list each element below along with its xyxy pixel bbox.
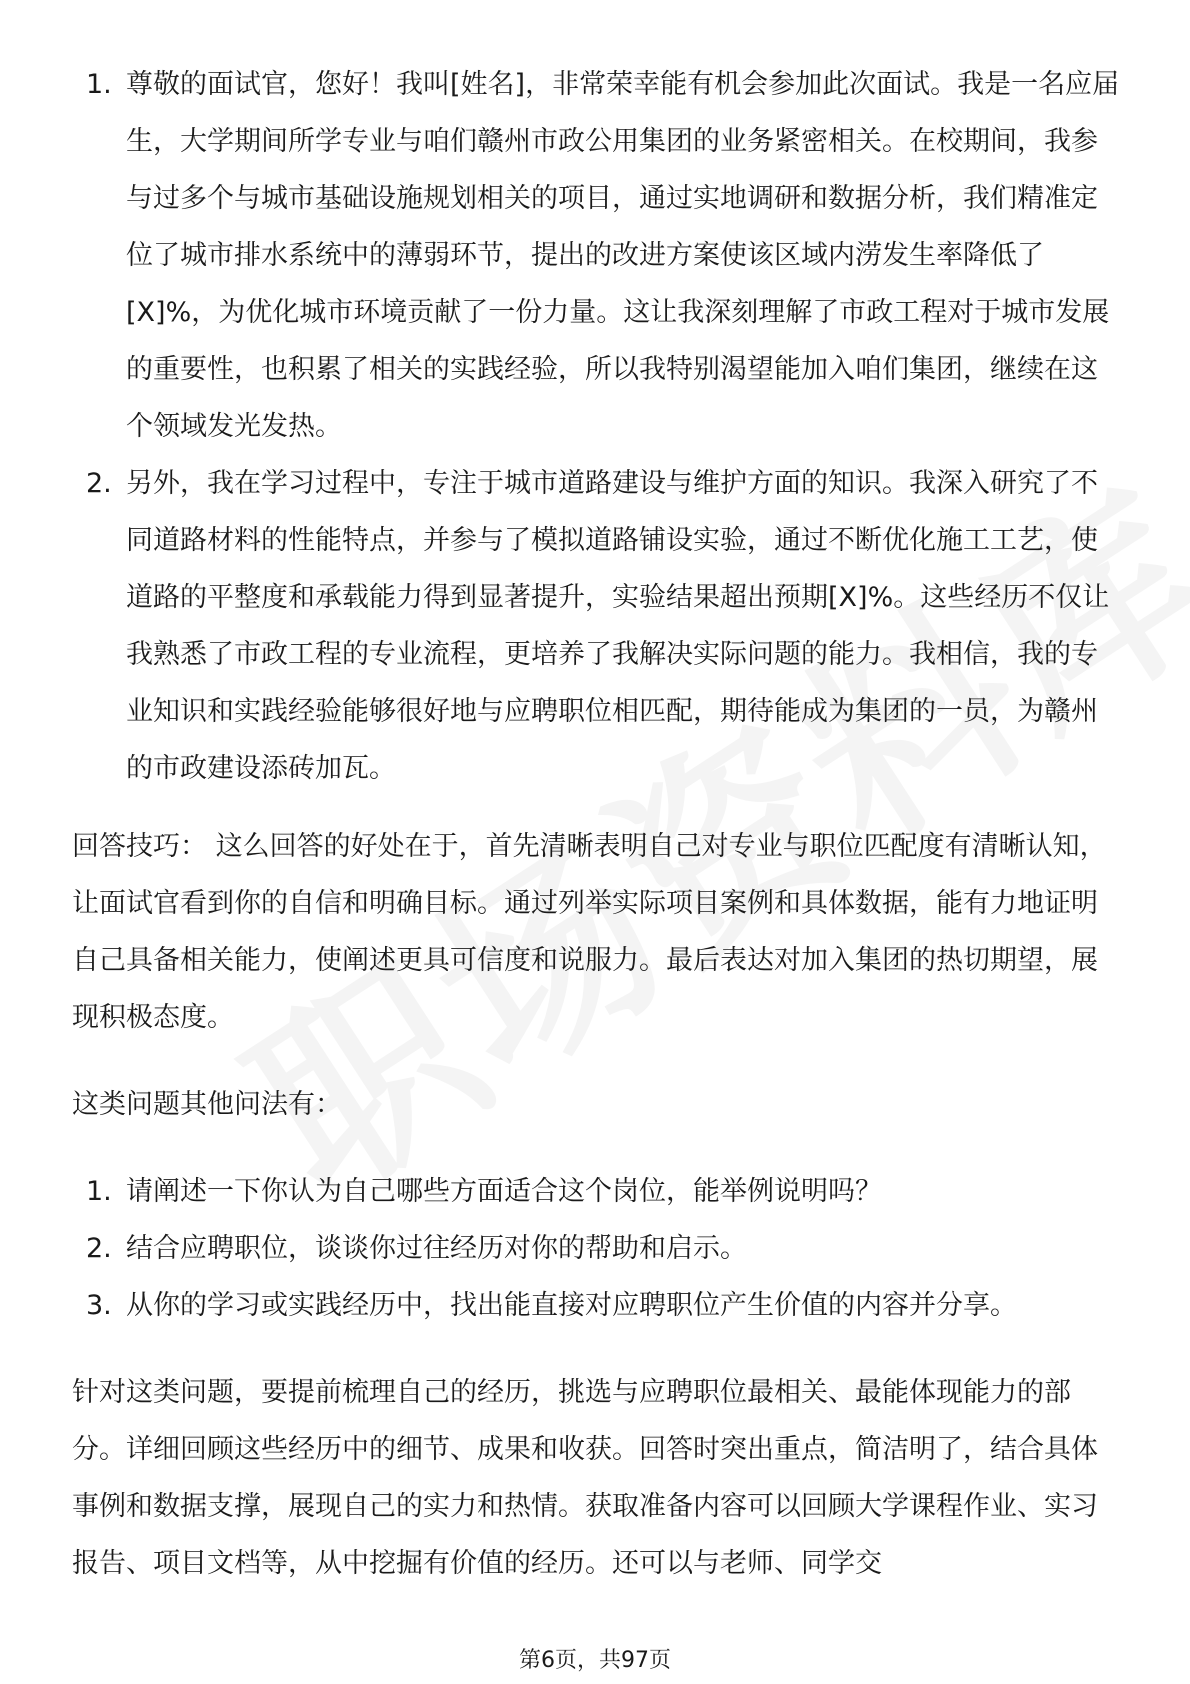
list-item-number: 2.	[86, 468, 112, 499]
list-item	[72, 1220, 1122, 1277]
page-number-footer: 第6页，共97页	[519, 1648, 671, 1673]
list-item-text: 另外，我在学习过程中，专注于城市道路建设与维护方面的知识。我深入研究了不同道路材料的性能特点，并参与了模拟道路铺设实验，通过不断优化施工工艺，使道路的平整度和承载能力得到显著提升，实验结果超出预期[X]%。这些经历不仅让我熟悉了市政工程的专业流程，更培养了我解决实际问题的能力。我相信，我的专业知识和实践经验能够很好地与应聘职位相匹配，期待能成为集团的一员，为赣州的市政建设添砖加瓦。	[126, 468, 1110, 784]
other-questions-list	[72, 1163, 1122, 1334]
list-item-text: 尊敬的面试官，您好！我叫[姓名]，非常荣幸能有机会参加此次面试。我是一名应届生，大学期间所学专业与咱们赣州市政公用集团的业务紧密相关。在校期间，我参与过多个与城市基础设施规划相关的项目，通过实地调研和数据分析，我们精准定位了城市排水系统中的薄弱环节，提出的改进方案使该区域内涝发生率降低了[X]%，为优化城市环境贡献了一份力量。这让我深刻理解了市政工程对于城市发展的重要性，也积累了相关的实践经验，所以我特别渴望能加入咱们集团，继续在这个领域发光发热。	[126, 69, 1120, 442]
list-item-number: 3.	[86, 1290, 112, 1321]
list-item	[72, 1277, 1122, 1334]
list-item	[72, 455, 1122, 797]
answer-tips-paragraph: 回答技巧： 这么回答的好处在于，首先清晰表明自己对专业与职位匹配度有清晰认知，让面试官看到你的自信和明确目标。通过列举实际项目案例和具体数据，能有力地证明自己具备相关能力，使阐述更具可信度和说服力。最后表达对加入集团的热切期望，展现积极态度。	[72, 831, 1107, 1033]
answer-list	[72, 56, 1122, 797]
page-content	[72, 56, 1122, 1592]
list-item-number: 2.	[86, 1233, 112, 1264]
list-item-text: 结合应聘职位，谈谈你过往经历对你的帮助和启示。	[126, 1233, 747, 1264]
other-questions-heading: 这类问题其他问法有：	[72, 1089, 342, 1120]
list-item-number: 1.	[86, 69, 112, 100]
list-item-text: 从你的学习或实践经历中，找出能直接对应聘职位产生价值的内容并分享。	[126, 1290, 1017, 1321]
list-item-text: 请阐述一下你认为自己哪些方面适合这个岗位，能举例说明吗？	[126, 1176, 882, 1207]
list-item	[72, 1163, 1122, 1220]
list-item	[72, 56, 1122, 455]
advice-paragraph: 针对这类问题，要提前梳理自己的经历，挑选与应聘职位最相关、最能体现能力的部分。详细回顾这些经历中的细节、成果和收获。回答时突出重点，简洁明了，结合具体事例和数据支撑，展现自己的实力和热情。获取准备内容可以回顾大学课程作业、实习报告、项目文档等，从中挖掘有价值的经历。还可以与老师、同学交	[72, 1377, 1098, 1579]
list-item-number: 1.	[86, 1176, 112, 1207]
